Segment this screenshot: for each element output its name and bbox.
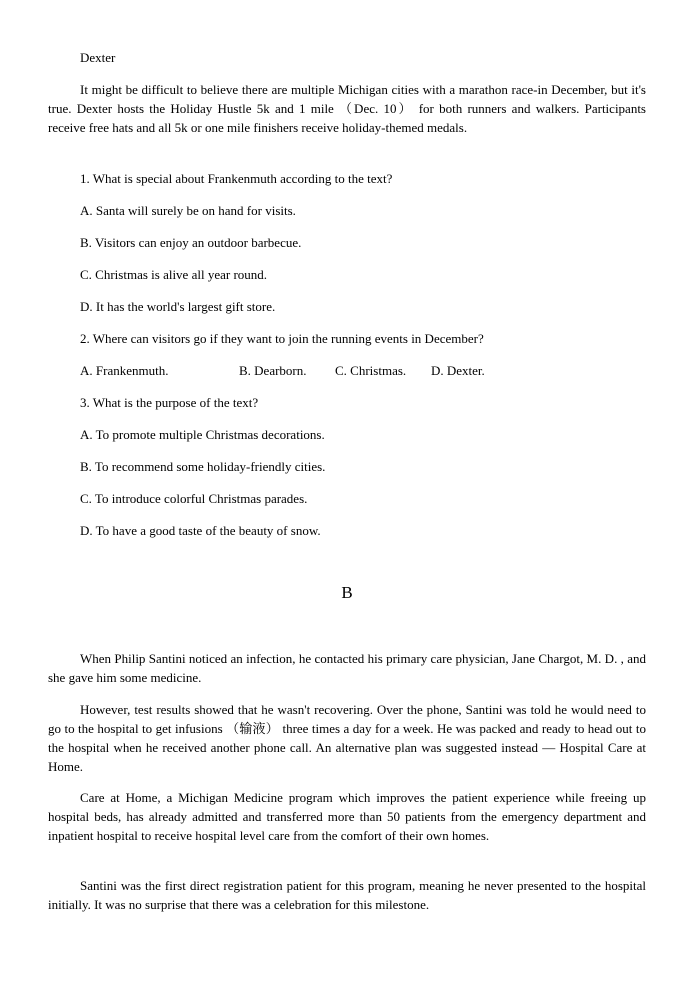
question-3-option-c: C. To introduce colorful Christmas parades.	[80, 491, 308, 506]
dexter-paragraph: It might be difficult to believe there are multiple Michigan cities with a marathon race-in December, but it's true. Dexter hosts the Holiday Hustle 5k and 1 mile （Dec. 10） for both runners and walkers. Participants receive free hats and all 5k or one mile finishers receive holiday-themed medals.	[48, 82, 646, 135]
section-title-dexter: Dexter	[80, 50, 116, 65]
question-2-stem: 2. Where can visitors go if they want to join the running events in December?	[80, 331, 484, 346]
question-3-stem: 3. What is the purpose of the text?	[80, 395, 259, 410]
section-b-paragraph-2: However, test results showed that he wasn't recovering. Over the phone, Santini was told he would need to go to the hospital to get infusions （输液） three times a day for a week. He was packed and ready to head out to the hospital when he received another phone call. An alternative plan was suggested instead — Hospital Care at Home.	[48, 702, 646, 774]
question-1-option-b: B. Visitors can enjoy an outdoor barbecue.	[80, 235, 302, 250]
section-b-paragraph-3: Care at Home, a Michigan Medicine program which improves the patient experience while freeing up hospital beds, has already admitted and transferred more than 50 patients from the emergency department and inpatient hospital to receive hospital level care from the comfort of their own homes.	[48, 790, 646, 843]
question-1-option-d: D. It has the world's largest gift store.	[80, 299, 276, 314]
question-1-stem: 1. What is special about Frankenmuth according to the text?	[80, 171, 393, 186]
question-3-option-d: D. To have a good taste of the beauty of snow.	[80, 523, 321, 538]
question-2-option-c: C. Christmas.	[335, 363, 407, 378]
section-b-paragraph-1: When Philip Santini noticed an infection, he contacted his primary care physician, Jane Chargot, M. D. , and she gave him some medicine.	[48, 651, 646, 685]
question-1-option-a: A. Santa will surely be on hand for visits.	[80, 203, 296, 218]
question-3-option-b: B. To recommend some holiday-friendly cities.	[80, 459, 326, 474]
section-b-heading: B	[341, 583, 353, 602]
question-2-option-d: D. Dexter.	[431, 363, 485, 378]
question-3-option-a: A. To promote multiple Christmas decorations.	[80, 427, 325, 442]
question-2-options	[80, 361, 646, 380]
question-2-option-a: A. Frankenmuth.	[80, 363, 169, 378]
question-2-option-b: B. Dearborn.	[239, 363, 307, 378]
question-1-option-c: C. Christmas is alive all year round.	[80, 267, 268, 282]
section-b-paragraph-4: Santini was the first direct registration patient for this program, meaning he never presented to the hospital initially. It was no surprise that there was a celebration for this milestone.	[48, 878, 646, 912]
